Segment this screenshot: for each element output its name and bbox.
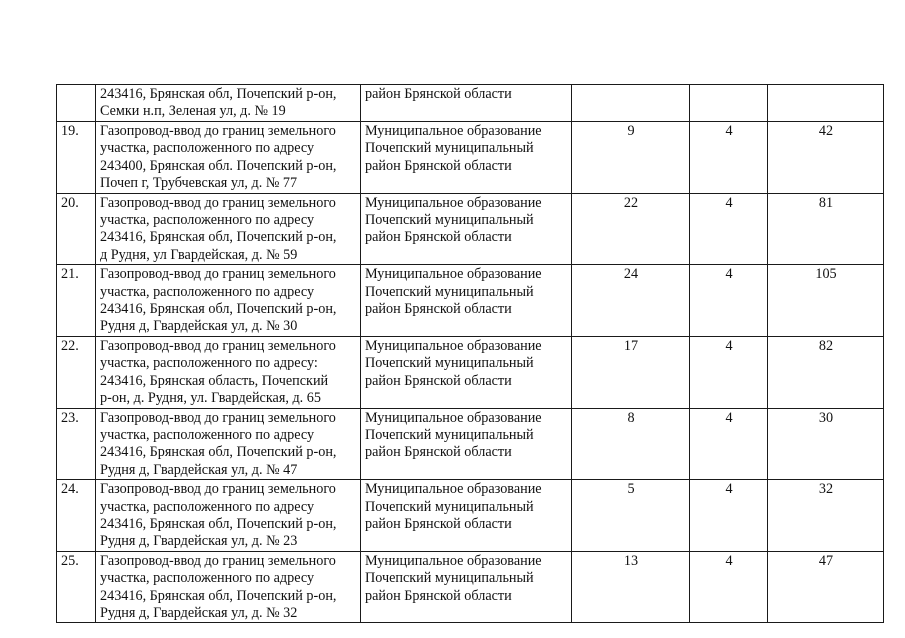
owner-line: Почепский муниципальный: [365, 355, 534, 372]
cell-col6: 81: [768, 193, 884, 265]
owner-line: Почепский муниципальный: [365, 212, 534, 229]
cell-col6: 105: [768, 265, 884, 337]
cell-col6: 82: [768, 336, 884, 408]
table-row: [57, 336, 884, 408]
table-row-continuation: [57, 85, 884, 122]
owner-line: Почепский муниципальный: [365, 426, 534, 443]
object-line: р-он, д. Рудня, ул. Гвардейская, д. 65: [100, 390, 321, 407]
cell-col6: 32: [768, 480, 884, 552]
cell-number: 20.: [57, 193, 96, 265]
object-line: участка, расположенного по адресу: [100, 570, 315, 587]
cell-number: 25.: [57, 551, 96, 623]
cell-col4: 9: [572, 122, 690, 194]
owner-line: район Брянской области: [365, 157, 512, 174]
object-line: 243416, Брянская обл, Почепский р-он,: [100, 86, 337, 102]
cell-col5: 4: [690, 336, 768, 408]
owner-line: район Брянской области: [365, 86, 512, 102]
owner-line: район Брянской области: [365, 587, 512, 604]
cell-object: [96, 480, 361, 552]
owner-line: район Брянской области: [365, 444, 512, 461]
cell-object: [96, 265, 361, 337]
owner-line: Почепский муниципальный: [365, 140, 534, 157]
cell-col6: 30: [768, 408, 884, 480]
table-row: [57, 480, 884, 552]
object-line: участка, расположенного по адресу: [100, 140, 315, 157]
cell-number: 22.: [57, 336, 96, 408]
cell-col6: [768, 85, 884, 122]
table-row: [57, 408, 884, 480]
cell-owner: [361, 85, 572, 122]
cell-owner: [361, 551, 572, 623]
object-line: д Рудня, ул Гвардейская, д. № 59: [100, 246, 298, 263]
cell-owner: [361, 408, 572, 480]
cell-col6: 47: [768, 551, 884, 623]
object-line: Рудня д, Гвардейская ул, д. № 30: [100, 318, 298, 335]
cell-col5: 4: [690, 122, 768, 194]
object-line: Газопровод-ввод до границ земельного: [100, 481, 336, 498]
object-line: участка, расположенного по адресу: [100, 426, 315, 443]
object-line: участка, расположенного по адресу: [100, 283, 315, 300]
cell-owner: [361, 193, 572, 265]
cell-owner: [361, 265, 572, 337]
object-line: 243416, Брянская обл, Почепский р-он,: [100, 515, 337, 532]
cell-number: 21.: [57, 265, 96, 337]
table-row: [57, 265, 884, 337]
cell-object: [96, 193, 361, 265]
object-line: участка, расположенного по адресу: [100, 498, 315, 515]
cell-col4: 5: [572, 480, 690, 552]
owner-line: район Брянской области: [365, 229, 512, 246]
owner-line: Муниципальное образование: [365, 409, 542, 426]
object-line: Рудня д, Гвардейская ул, д. № 47: [100, 461, 298, 478]
cell-col4: 17: [572, 336, 690, 408]
cell-number: 23.: [57, 408, 96, 480]
cell-object: [96, 85, 361, 122]
cell-owner: [361, 122, 572, 194]
cell-number: 24.: [57, 480, 96, 552]
cell-object: [96, 336, 361, 408]
owner-line: Муниципальное образование: [365, 337, 542, 354]
owner-line: Почепский муниципальный: [365, 570, 534, 587]
object-line: 243416, Брянская обл, Почепский р-он,: [100, 444, 337, 461]
object-line: Газопровод-ввод до границ земельного: [100, 337, 336, 354]
object-line: Газопровод-ввод до границ земельного: [100, 123, 336, 139]
table-row: [57, 551, 884, 623]
owner-line: Почепский муниципальный: [365, 498, 534, 515]
cell-object: [96, 408, 361, 480]
table-row: [57, 193, 884, 265]
object-line: участка, расположенного по адресу:: [100, 355, 318, 372]
object-line: 243416, Брянская обл, Почепский р-он,: [100, 301, 337, 318]
registry-table: [56, 84, 884, 623]
cell-col5: 4: [690, 408, 768, 480]
owner-line: Муниципальное образование: [365, 481, 542, 498]
cell-object: [96, 551, 361, 623]
owner-line: район Брянской области: [365, 301, 512, 318]
owner-line: район Брянской области: [365, 515, 512, 532]
object-line: Семки н.п, Зеленая ул, д. № 19: [100, 103, 286, 120]
table-row: [57, 122, 884, 194]
cell-col6: 42: [768, 122, 884, 194]
cell-col5: 4: [690, 265, 768, 337]
document-page: [56, 84, 883, 623]
object-line: 243416, Брянская обл, Почепский р-он,: [100, 587, 337, 604]
cell-col4: 13: [572, 551, 690, 623]
cell-col4: 8: [572, 408, 690, 480]
cell-col5: 4: [690, 480, 768, 552]
owner-line: Почепский муниципальный: [365, 283, 534, 300]
object-line: 243400, Брянская обл. Почепский р-он,: [100, 157, 337, 174]
owner-line: Муниципальное образование: [365, 266, 542, 283]
cell-col4: 24: [572, 265, 690, 337]
object-line: Газопровод-ввод до границ земельного: [100, 552, 336, 569]
object-line: участка, расположенного по адресу: [100, 212, 315, 229]
object-line: Рудня д, Гвардейская ул, д. № 32: [100, 604, 298, 621]
cell-owner: [361, 480, 572, 552]
cell-owner: [361, 336, 572, 408]
cell-col4: 22: [572, 193, 690, 265]
object-line: 243416, Брянская область, Почепский: [100, 372, 329, 389]
owner-line: район Брянской области: [365, 372, 512, 389]
object-line: Газопровод-ввод до границ земельного: [100, 194, 336, 211]
cell-col5: [690, 85, 768, 122]
cell-col4: [572, 85, 690, 122]
cell-col5: 4: [690, 551, 768, 623]
owner-line: Муниципальное образование: [365, 194, 542, 211]
cell-number: [57, 85, 96, 122]
registry-table-body: [57, 85, 884, 623]
cell-col5: 4: [690, 193, 768, 265]
object-line: Почеп г, Трубчевская ул, д. № 77: [100, 175, 298, 192]
object-line: 243416, Брянская обл, Почепский р-он,: [100, 229, 337, 246]
owner-line: Муниципальное образование: [365, 123, 542, 139]
object-line: Газопровод-ввод до границ земельного: [100, 266, 336, 283]
cell-object: [96, 122, 361, 194]
cell-number: 19.: [57, 122, 96, 194]
owner-line: Муниципальное образование: [365, 552, 542, 569]
object-line: Газопровод-ввод до границ земельного: [100, 409, 336, 426]
object-line: Рудня д, Гвардейская ул, д. № 23: [100, 533, 298, 550]
